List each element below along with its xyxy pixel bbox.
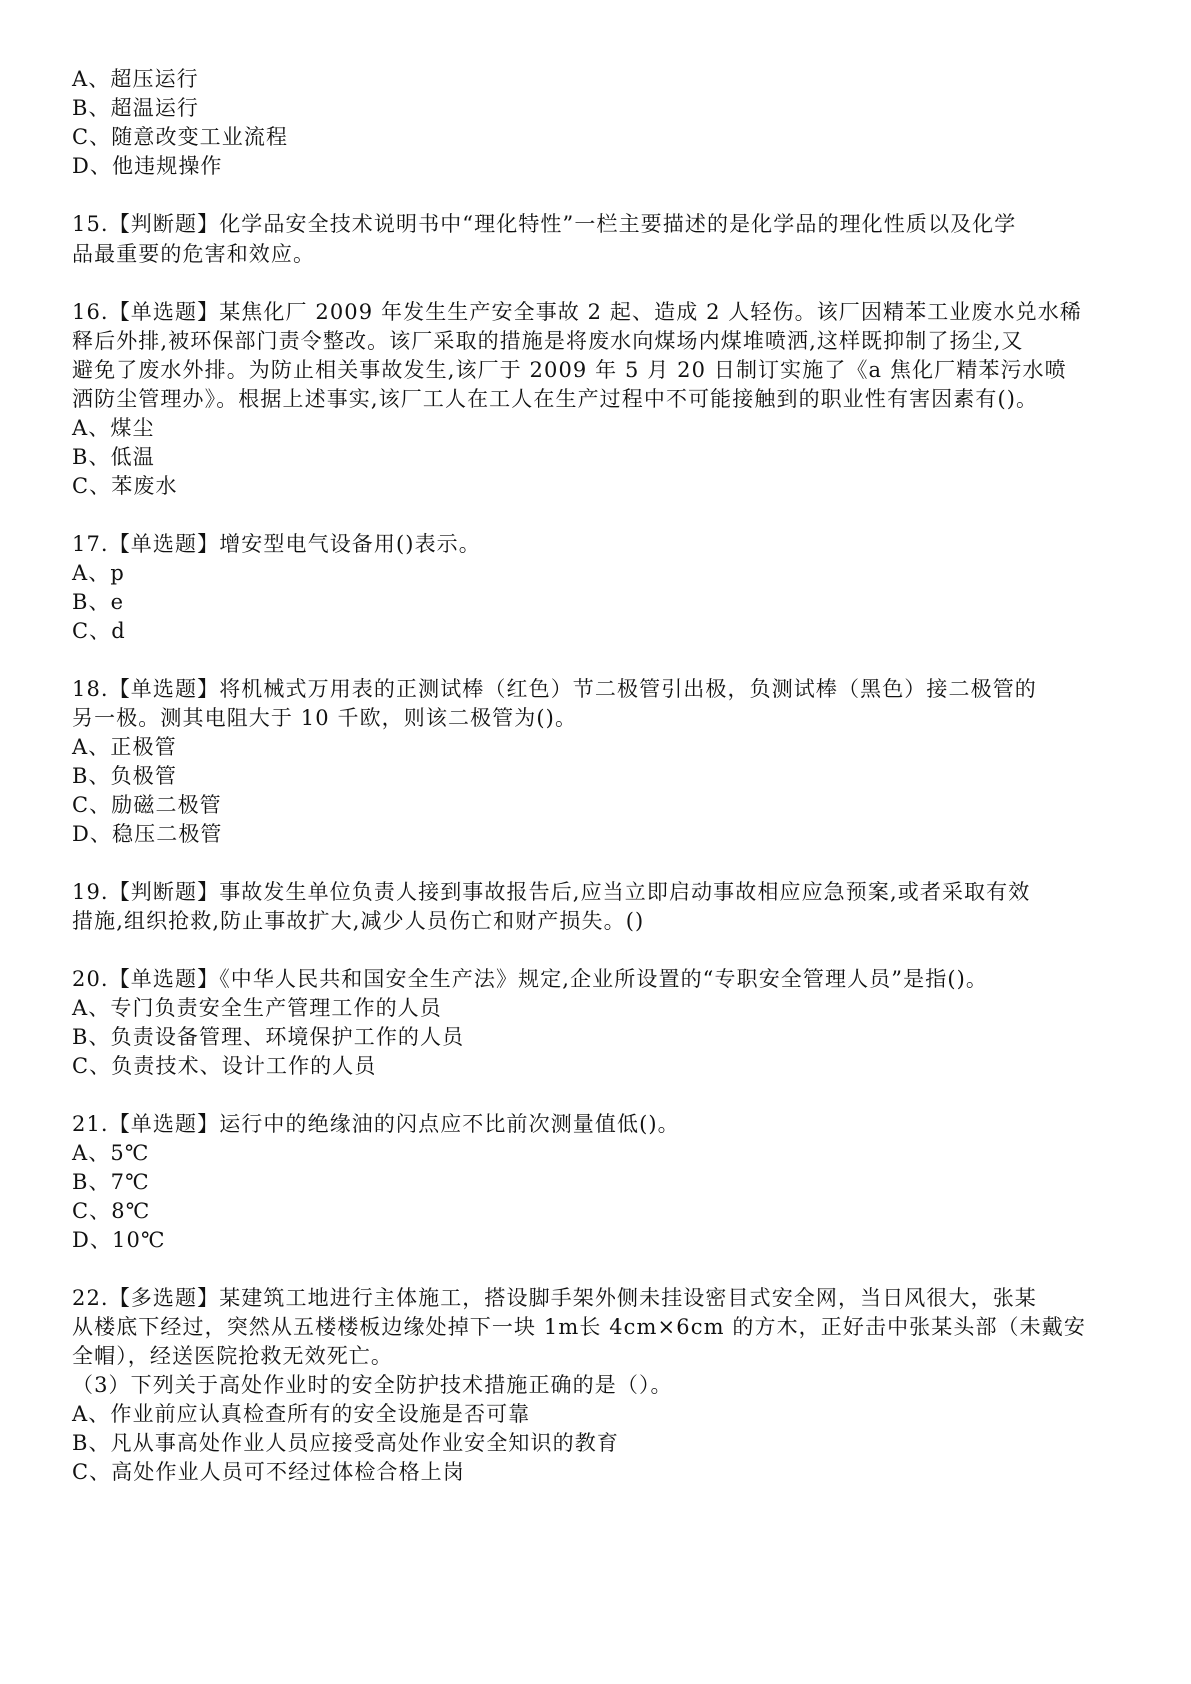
- q16-option-a: A、煤尘: [72, 416, 155, 440]
- q16-question-line-1: 16.【单选题】某焦化厂 2009 年发生生产安全事故 2 起、造成 2 人轻伤。该厂因精苯工业废水兑水稀: [72, 300, 1082, 324]
- q18-option-d: D、稳压二极管: [72, 822, 223, 846]
- q19-question-line-2: 措施,组织抢救,防止事故扩大,减少人员伤亡和财产损失。(): [72, 909, 645, 933]
- q17-question: 17.【单选题】增安型电气设备用()表示。: [72, 532, 481, 556]
- q16-option-b: B、低温: [72, 445, 155, 469]
- q21-option-d: D、10℃: [72, 1228, 166, 1252]
- q17-option-a: A、p: [72, 561, 125, 585]
- q22-option-a: A、作业前应认真检查所有的安全设施是否可靠: [72, 1402, 531, 1426]
- q18-question-line-2: 另一极。测其电阻大于 10 千欧，则该二极管为()。: [72, 706, 578, 730]
- q21-option-c: C、8℃: [72, 1199, 151, 1223]
- q17-option-c: C、d: [72, 619, 126, 643]
- q21-option-a: A、5℃: [72, 1141, 150, 1165]
- q16-option-c: C、苯废水: [72, 474, 178, 498]
- q22-question-line-2: 从楼底下经过，突然从五楼楼板边缘处掉下一块 1m长 4cm×6cm 的方木，正好击中张某头部（未戴安: [72, 1315, 1086, 1339]
- q20-question: 20.【单选题】《中华人民共和国安全生产法》规定,企业所设置的“专职安全管理人员”是指()。: [72, 967, 989, 991]
- q19-question-line-1: 19.【判断题】事故发生单位负责人接到事故报告后,应当立即启动事故相应应急预案,或者采取有效: [72, 880, 1031, 904]
- q15-question-line-1: 15.【判断题】化学品安全技术说明书中“理化特性”一栏主要描述的是化学品的理化性质以及化学: [72, 212, 1017, 236]
- q20-option-a: A、专门负责安全生产管理工作的人员: [72, 996, 442, 1020]
- q14-option-c: C、随意改变工业流程: [72, 125, 289, 149]
- q18-option-b: B、负极管: [72, 764, 177, 788]
- q22-question-line-1: 22.【多选题】某建筑工地进行主体施工，搭设脚手架外侧未挂设密目式安全网，当日风很大，张某: [72, 1286, 1037, 1310]
- q22-option-c: C、高处作业人员可不经过体检合格上岗: [72, 1460, 465, 1484]
- q18-option-c: C、励磁二极管: [72, 793, 222, 817]
- q21-option-b: B、7℃: [72, 1170, 150, 1194]
- q22-question-line-3: 全帽），经送医院抢救无效死亡。: [72, 1344, 393, 1368]
- q16-question-line-3: 避免了废水外排。为防止相关事故发生,该厂于 2009 年 5 月 20 日制订实施了《a 焦化厂精苯污水喷: [72, 358, 1067, 382]
- q14-option-d: D、他违规操作: [72, 154, 223, 178]
- q14-option-a: A、超压运行: [72, 67, 199, 91]
- q18-option-a: A、正极管: [72, 735, 177, 759]
- q18-question-line-1: 18.【单选题】将机械式万用表的正测试棒（红色）节二极管引出极，负测试棒（黑色）接二极管的: [72, 677, 1037, 701]
- q14-option-b: B、超温运行: [72, 96, 200, 120]
- q22-option-b: B、凡从事高处作业人员应接受高处作业安全知识的教育: [72, 1431, 619, 1455]
- q20-option-c: C、负责技术、设计工作的人员: [72, 1054, 377, 1078]
- q21-question: 21.【单选题】运行中的绝缘油的闪点应不比前次测量值低()。: [72, 1112, 680, 1136]
- q17-option-b: B、e: [72, 590, 125, 614]
- q16-question-line-2: 释后外排,被环保部门责令整改。该厂采取的措施是将废水向煤场内煤堆喷洒,这样既抑制了扬尘,又: [72, 329, 1024, 353]
- q22-sub-question: （3）下列关于高处作业时的安全防护技术措施正确的是（）。: [72, 1373, 673, 1397]
- q20-option-b: B、负责设备管理、环境保护工作的人员: [72, 1025, 465, 1049]
- q15-question-line-2: 品最重要的危害和效应。: [72, 242, 316, 266]
- q16-question-line-4: 洒防尘管理办》。根据上述事实,该厂工人在工人在生产过程中不可能接触到的职业性有害因素有()。: [72, 387, 1039, 411]
